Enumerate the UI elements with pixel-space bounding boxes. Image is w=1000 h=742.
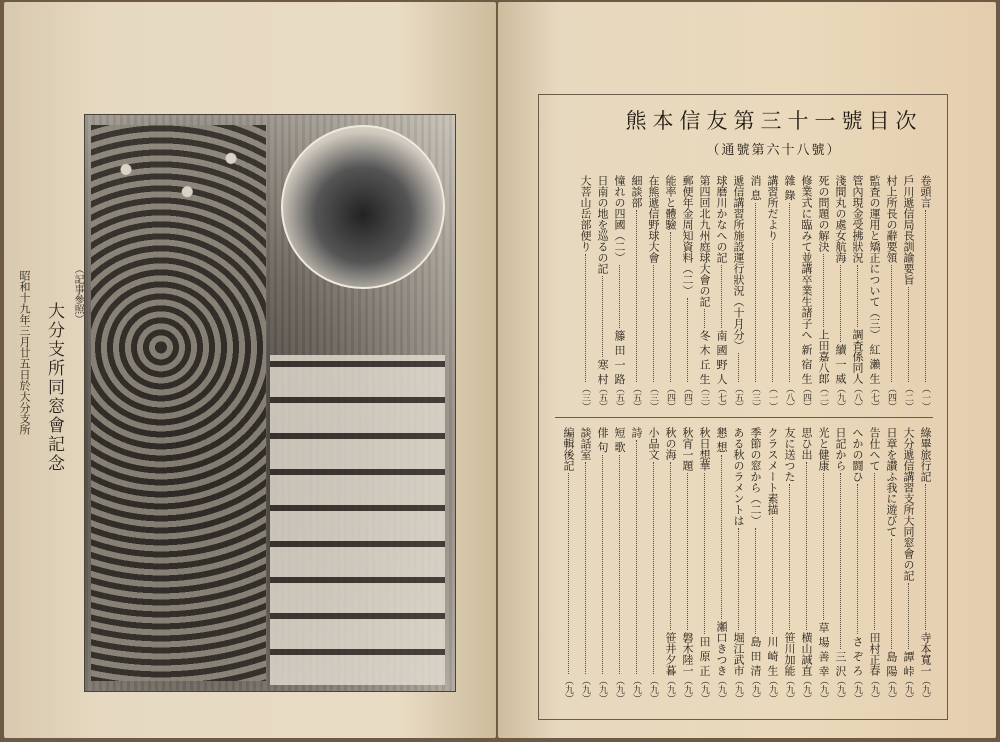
toc-leader-dots — [645, 462, 654, 674]
toc-leader-dots — [747, 203, 756, 383]
toc-entry-page: （九） — [580, 676, 590, 703]
toc-entry — [713, 427, 729, 703]
toc-divider — [555, 417, 933, 418]
toc-entry-page: （九） — [682, 676, 692, 703]
toc-leader-dots — [577, 462, 586, 674]
toc-entry-page: （九） — [801, 676, 811, 703]
toc-entry-title: 編輯後記 — [562, 427, 575, 471]
toc-leader-dots — [815, 473, 824, 620]
toc-leader-dots — [594, 276, 603, 357]
toc-entry — [594, 175, 610, 411]
toc-entry — [883, 427, 899, 703]
toc-entry — [662, 175, 678, 411]
toc-entry — [900, 427, 916, 703]
toc-entry-page: （三） — [699, 384, 709, 411]
toc-entry-page: （二） — [818, 384, 828, 411]
toc-entry-page: （四） — [886, 384, 896, 411]
toc-entry — [645, 427, 661, 703]
toc-entry-page: （五） — [614, 384, 624, 411]
toc-entry-page: （五） — [597, 384, 607, 411]
toc-entry-author: 譚 峠 — [902, 650, 915, 676]
toc-leader-dots — [883, 265, 892, 382]
toc-entry-title: 郵便年金周知資料（二） — [681, 175, 694, 296]
toc-entry-title: 細談部 — [630, 175, 643, 208]
toc-entry-title: ある秋のラメントは — [732, 427, 745, 526]
toc-leader-dots — [883, 539, 892, 649]
photo-caption: 大分支所同窓會記念 — [44, 302, 64, 473]
toc-entry — [764, 427, 780, 703]
toc-entry — [577, 175, 593, 411]
toc-entry-page: （九） — [784, 676, 794, 703]
toc-leader-dots — [713, 265, 722, 328]
toc-entry-author: 島 陽 — [885, 650, 898, 676]
toc-entry-title: 修業式に臨みて並講卒業生諸子へ — [800, 175, 813, 340]
toc-entry-title: 管內現金受拂狀況 — [851, 175, 864, 263]
toc-entry-page: （一） — [767, 384, 777, 411]
toc-entry-title: 綠畢旅行記 — [919, 427, 932, 482]
toc-entry-title: 講習所だより — [766, 175, 779, 241]
toc-entry-title: 懇 想 — [715, 427, 728, 453]
toc-leader-dots — [696, 473, 705, 634]
toc-entry-title: 季節の窓から（二） — [749, 427, 762, 526]
toc-entry-page: （九） — [852, 676, 862, 703]
toc-entry-author: 調査係同人 — [851, 329, 864, 384]
toc-leader-dots — [679, 298, 688, 382]
toc-entry-page: （九） — [733, 676, 743, 703]
toc-leader-dots — [781, 484, 790, 630]
toc-entry-page: （九） — [563, 676, 573, 703]
group-photograph — [84, 114, 456, 692]
toc-entry-title: 憧れの四國（二） — [613, 175, 626, 263]
toc-entry-page: （九） — [614, 676, 624, 703]
toc-entry — [849, 175, 865, 411]
toc-entry — [815, 175, 831, 411]
toc-entry — [747, 175, 763, 411]
table-of-contents — [538, 94, 948, 720]
toc-entry-page: （四） — [682, 384, 692, 411]
toc-entry-title: 監査の運用と矯正について（三） — [868, 175, 881, 340]
toc-entry-page: （一） — [920, 384, 930, 411]
toc-leader-dots — [900, 287, 909, 382]
toc-entry-title: 秋の海 — [664, 427, 677, 460]
toc-subtitle: （通號第六十八號） — [706, 143, 842, 158]
toc-entry-author: 川 崎 生 — [766, 636, 779, 676]
toc-entry — [883, 175, 899, 411]
toc-entry-title: 球磨川かなへの記 — [715, 175, 728, 263]
toc-lower-section — [555, 427, 933, 703]
toc-entry-page: （九） — [886, 676, 896, 703]
toc-entry — [628, 175, 644, 411]
toc-entry-page: （九） — [597, 676, 607, 703]
toc-entry — [560, 427, 576, 703]
toc-leader-dots — [611, 265, 620, 328]
toc-entry-page: （九） — [818, 676, 828, 703]
toc-leader-dots — [628, 440, 637, 674]
toc-entry-title: 秋日想華 — [698, 427, 711, 471]
toc-entry-page: （九） — [750, 676, 760, 703]
photo-inset-circle — [281, 125, 445, 289]
photo-caption-note: （記事參照） — [72, 264, 83, 324]
toc-entry-page: （七） — [716, 384, 726, 411]
toc-entry-page: （四） — [665, 384, 675, 411]
toc-entry-title: 光と健康 — [817, 427, 830, 471]
toc-leader-dots — [577, 254, 586, 382]
toc-entry-page: （九） — [716, 676, 726, 703]
photo-caption-date: 昭和十九年三月廿五日於大分支所 — [18, 270, 31, 435]
toc-leader-dots — [713, 455, 722, 620]
toc-entry-title: 能率と體驗 — [664, 175, 677, 230]
toc-entry-page: （五） — [733, 384, 743, 411]
toc-entry — [900, 175, 916, 411]
toc-entry-page: （九） — [903, 676, 913, 703]
toc-entry — [730, 175, 746, 411]
toc-leader-dots — [815, 254, 824, 327]
toc-leader-dots — [747, 528, 756, 634]
toc-entry-author: 續 一 威 — [834, 344, 847, 384]
toc-entry-author: 横山誠直 — [800, 632, 813, 676]
toc-entry-author: 冬 木 丘 生 — [698, 329, 711, 384]
toc-entry-page: （三） — [750, 384, 760, 411]
toc-entry-title: 小品文 — [647, 427, 660, 460]
toc-leader-dots — [594, 455, 603, 675]
toc-entry — [645, 175, 661, 411]
toc-entry-title: 俳 句 — [596, 427, 609, 453]
toc-entry-author: 三 沢 — [834, 650, 847, 676]
toc-entry-author: 笹川加能 — [783, 632, 796, 676]
toc-entry-title: 大菩山岳部便り — [579, 175, 592, 252]
toc-entry-title: 思ひ出 — [800, 427, 813, 460]
toc-entry — [866, 175, 882, 411]
toc-entry-page: （五） — [631, 384, 641, 411]
photo-crowd — [91, 125, 266, 681]
toc-leader-dots — [832, 265, 841, 342]
toc-leader-dots — [662, 462, 671, 630]
toc-entry-page: （二） — [903, 384, 913, 411]
toc-entry-title: 消 息 — [749, 175, 762, 201]
toc-leader-dots — [917, 484, 926, 630]
toc-entry-author: 新 宿 生 — [800, 344, 813, 384]
toc-leader-dots — [781, 203, 790, 383]
toc-entry-page: （七） — [869, 384, 879, 411]
toc-entry-author: 磐木陸一 — [681, 632, 694, 676]
toc-entry — [730, 427, 746, 703]
toc-leader-dots — [696, 309, 705, 328]
toc-leader-dots — [849, 484, 858, 634]
toc-entry — [832, 175, 848, 411]
left-page — [4, 2, 496, 738]
toc-entry — [764, 175, 780, 411]
toc-entry — [781, 427, 797, 703]
toc-leader-dots — [730, 353, 739, 382]
toc-leader-dots — [628, 210, 637, 382]
toc-entry-page: （九） — [631, 676, 641, 703]
toc-entry-title: 村上所長の辭要領 — [885, 175, 898, 263]
toc-entry-author: 寺本寬一 — [919, 632, 932, 676]
toc-entry — [628, 427, 644, 703]
toc-entry-title: 雜 錄 — [783, 175, 796, 201]
toc-entry — [577, 427, 593, 703]
toc-entry-title: 遞信講習所施設運行狀況（十月分） — [732, 175, 745, 351]
toc-upper-section — [555, 175, 933, 411]
toc-entry-author: 籐 田 一 路 — [613, 329, 626, 384]
toc-entry-title: 在熊遞信野球大會 — [647, 175, 660, 263]
toc-entry — [832, 427, 848, 703]
toc-entry-page: （三） — [580, 384, 590, 411]
toc-entry — [747, 427, 763, 703]
toc-entry — [611, 427, 627, 703]
toc-entry-title: 詩 — [630, 427, 643, 438]
toc-entry-author: 田村正春 — [868, 632, 881, 676]
toc-entry-title: 第四回北九州庭球大會の記 — [698, 175, 711, 307]
toc-leader-dots — [645, 265, 654, 382]
toc-entry-title: 友に送つた — [783, 427, 796, 482]
toc-entry-author: 上田嘉八郎 — [817, 329, 830, 384]
toc-entry-title: 短 歌 — [613, 427, 626, 453]
toc-entry-title: 卷頭言 — [919, 175, 932, 208]
toc-entry-page: （九） — [920, 676, 930, 703]
toc-entry-author: 紅 瀨 生 — [868, 344, 881, 384]
toc-entry-title: 大分遞信講習支所大同窓會の記 — [902, 427, 915, 581]
toc-entry — [917, 175, 933, 411]
toc-entry-page: （九） — [869, 676, 879, 703]
toc-leader-dots — [764, 243, 773, 382]
toc-entry-page: （九） — [835, 676, 845, 703]
toc-entry-author: 田 原 正 — [698, 636, 711, 676]
toc-entry-title: 告仕へて — [868, 427, 881, 471]
toc-entry-title: 談話室 — [579, 427, 592, 460]
toc-entry — [781, 175, 797, 411]
toc-entry-page: （九） — [767, 676, 777, 703]
toc-entry-title: 淺間丸の處女航海 — [834, 175, 847, 263]
toc-entry — [815, 427, 831, 703]
toc-entry-page: （三） — [648, 384, 658, 411]
toc-entry — [662, 427, 678, 703]
toc-entry — [798, 175, 814, 411]
toc-entry-page: （四） — [801, 384, 811, 411]
toc-entry-author: 寒 村 — [596, 358, 609, 384]
right-page — [498, 2, 996, 738]
toc-entry-title: 日記から — [834, 427, 847, 471]
toc-entry — [696, 427, 712, 703]
toc-leader-dots — [917, 210, 926, 382]
toc-entry — [713, 175, 729, 411]
toc-entry-title: 秋宵一題 — [681, 427, 694, 471]
toc-entry-page: （九） — [648, 676, 658, 703]
toc-leader-dots — [662, 232, 671, 382]
toc-entry-title: 死の問題の解決 — [817, 175, 830, 252]
toc-entry-title: 日章を讃ふ我に遊びて — [885, 427, 898, 537]
toc-entry-author: 笹井夕暮 — [664, 632, 677, 676]
toc-leader-dots — [798, 462, 807, 630]
toc-entry — [696, 175, 712, 411]
toc-entry-author: 島 田 清 — [749, 636, 762, 676]
toc-leader-dots — [560, 473, 569, 674]
toc-entry-title: へかの闘ひ — [851, 427, 864, 482]
toc-entry-author: 南 國 野 人 — [715, 329, 728, 384]
toc-entry-page: （九） — [835, 384, 845, 411]
toc-entry-page: （八） — [784, 384, 794, 411]
toc-entry-author: さ ぞ ろ — [851, 636, 864, 676]
toc-entry-page: （九） — [665, 676, 675, 703]
toc-entry-title: クラスメート素描 — [766, 427, 779, 515]
toc-leader-dots — [849, 265, 858, 327]
toc-entry — [611, 175, 627, 411]
toc-leader-dots — [679, 473, 688, 630]
toc-entry-author: 瀬口きつき — [715, 621, 728, 676]
photo-building — [270, 355, 445, 685]
toc-entry-title: 日南の地を巡るの記 — [596, 175, 609, 274]
toc-entry-title: 戶川遞信局長訓諭要旨 — [902, 175, 915, 285]
toc-entry — [866, 427, 882, 703]
toc-title: 熊本信友第三十一號目次 — [625, 109, 923, 133]
toc-entry — [849, 427, 865, 703]
toc-leader-dots — [730, 528, 739, 630]
toc-entry — [679, 175, 695, 411]
toc-leader-dots — [866, 473, 875, 630]
toc-entry-page: （九） — [699, 676, 709, 703]
toc-entry — [594, 427, 610, 703]
toc-entry-author: 堀江武市 — [732, 632, 745, 676]
toc-entry — [917, 427, 933, 703]
toc-leader-dots — [900, 583, 909, 649]
toc-entry-author: 草 場 善 幸 — [817, 621, 830, 676]
toc-entry — [798, 427, 814, 703]
toc-leader-dots — [832, 473, 841, 649]
toc-entry — [679, 427, 695, 703]
toc-leader-dots — [611, 455, 620, 675]
toc-entry-page: （八） — [852, 384, 862, 411]
toc-leader-dots — [764, 517, 773, 634]
